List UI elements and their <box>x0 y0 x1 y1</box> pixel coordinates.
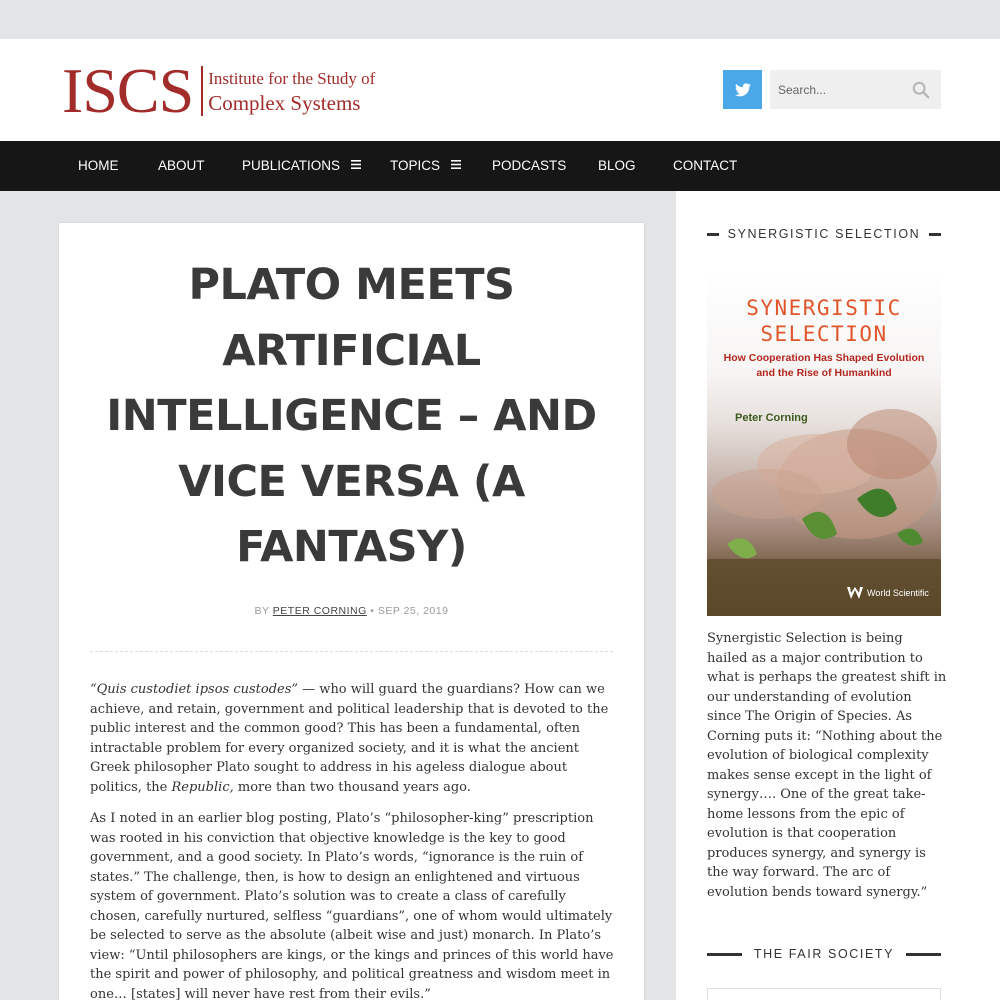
book-title <box>707 295 941 347</box>
title-dash <box>906 953 941 956</box>
hamburger-icon <box>351 160 361 169</box>
search-icon[interactable] <box>912 81 930 99</box>
nav-home[interactable]: HOME <box>78 158 119 173</box>
nav-topics-label: TOPICS <box>390 158 441 173</box>
fair-society-box <box>707 988 941 1000</box>
book-author: Peter Corning <box>735 412 808 424</box>
article-meta <box>59 605 644 617</box>
nav-publications[interactable] <box>242 141 361 191</box>
article-card <box>59 223 644 1000</box>
widget-title-label: SYNERGISTIC SELECTION <box>727 227 921 241</box>
book-description: Synergistic Selection is being hailed as a major contribution to what is perhaps the greatest shift in our understanding of evolution since The Origin of Species. As Corning puts it: “Nothing about the evolution of biological complexity makes sense except in the light of synergy…. One of the great take-home lessons from the epic of evolution is that cooperation produces synergy, and synergy is the way forward. The arc of evolution bends toward synergy.” <box>707 631 947 900</box>
widget-title-fair-society <box>707 944 941 964</box>
search-box <box>770 70 941 109</box>
book-title-line1: SYNERGISTIC <box>746 296 902 320</box>
nav-about[interactable]: ABOUT <box>158 158 205 173</box>
author-link[interactable]: PETER CORNING <box>272 605 367 617</box>
publisher-logo-icon <box>847 587 863 599</box>
twitter-button[interactable] <box>723 70 762 109</box>
book-cover-image[interactable] <box>707 269 941 616</box>
book-subtitle-line2: and the Rise of Humankind <box>756 367 892 379</box>
title-dash <box>929 233 941 236</box>
book-subtitle <box>707 351 941 381</box>
paragraph-text: more than two thousand years ago. <box>233 779 471 795</box>
title-dash <box>707 233 719 236</box>
site-logo[interactable] <box>62 55 376 126</box>
logo-mark: ISCS <box>62 55 194 126</box>
twitter-icon <box>735 83 751 97</box>
sidebar <box>676 191 1000 1000</box>
meta-divider <box>90 651 613 652</box>
paragraph-text: — who will guard the guardians? How can we achieve, and retain, government and political leadership that is devoted to the public interest and the common good? This has been a fundamental, often intractable problem for every organized society, and it is what the ancient Greek philosopher Plato sought to address in his ageless dialogue about politics, the <box>90 682 609 795</box>
logo-line1: Institute for the Study of <box>208 69 376 88</box>
paragraph: As I noted in an earlier blog posting, Plato’s “philosopher-king” prescription was rooted in his conviction that objective knowledge is the key to good government, and a good society. In Plato’s words, “ignorance is the ruin of states.” The challenge, then, is how to design an enlightened and virtuous system of government. Plato’s solution was to create a class of carefully chosen, carefully nurtured, selfless “guardians”, one of whom would ultimately be selected to serve as the absolute (albeit wise and just) monarch. In Plato’s view: “Until philosophers are kings, or the kings and princes of this world have the spirit and power of philosophy, and political greatness and wisdom meet in one… [states] will never have rest from their evils.” <box>90 811 614 1000</box>
search-input[interactable] <box>770 83 905 97</box>
nav-publications-label: PUBLICATIONS <box>242 158 341 173</box>
logo-divider <box>201 66 203 116</box>
hamburger-icon <box>451 160 461 169</box>
site-header <box>0 39 1000 141</box>
publisher-name: World Scientific <box>867 588 929 598</box>
republic-title: Republic, <box>171 779 234 795</box>
widget-title-label: THE FAIR SOCIETY <box>753 947 895 961</box>
latin-quote: “Quis custodiet ipsos custodes” <box>90 682 299 697</box>
paragraph <box>90 680 614 797</box>
meta-dot: • <box>370 605 378 617</box>
nav-topics[interactable] <box>390 141 461 191</box>
nav-podcasts[interactable]: PODCASTS <box>492 158 567 173</box>
book-title-line2: SELECTION <box>760 322 888 346</box>
article-body <box>90 680 614 1000</box>
nav-blog[interactable]: BLOG <box>598 158 636 173</box>
title-dash <box>707 953 742 956</box>
main-nav <box>0 141 1000 191</box>
article-title: PLATO MEETS ARTIFICIAL INTELLIGENCE – AND VICE VERSA (A FANTASY) <box>106 260 597 572</box>
book-publisher <box>847 587 929 599</box>
meta-by: BY <box>254 605 270 617</box>
widget-title-synergistic <box>707 224 941 244</box>
nav-contact[interactable]: CONTACT <box>673 158 738 173</box>
logo-line2: Complex Systems <box>208 91 361 115</box>
article-date: SEP 25, 2019 <box>377 605 449 617</box>
book-subtitle-line1: How Cooperation Has Shaped Evolution <box>723 352 925 364</box>
logo-text <box>208 67 375 115</box>
